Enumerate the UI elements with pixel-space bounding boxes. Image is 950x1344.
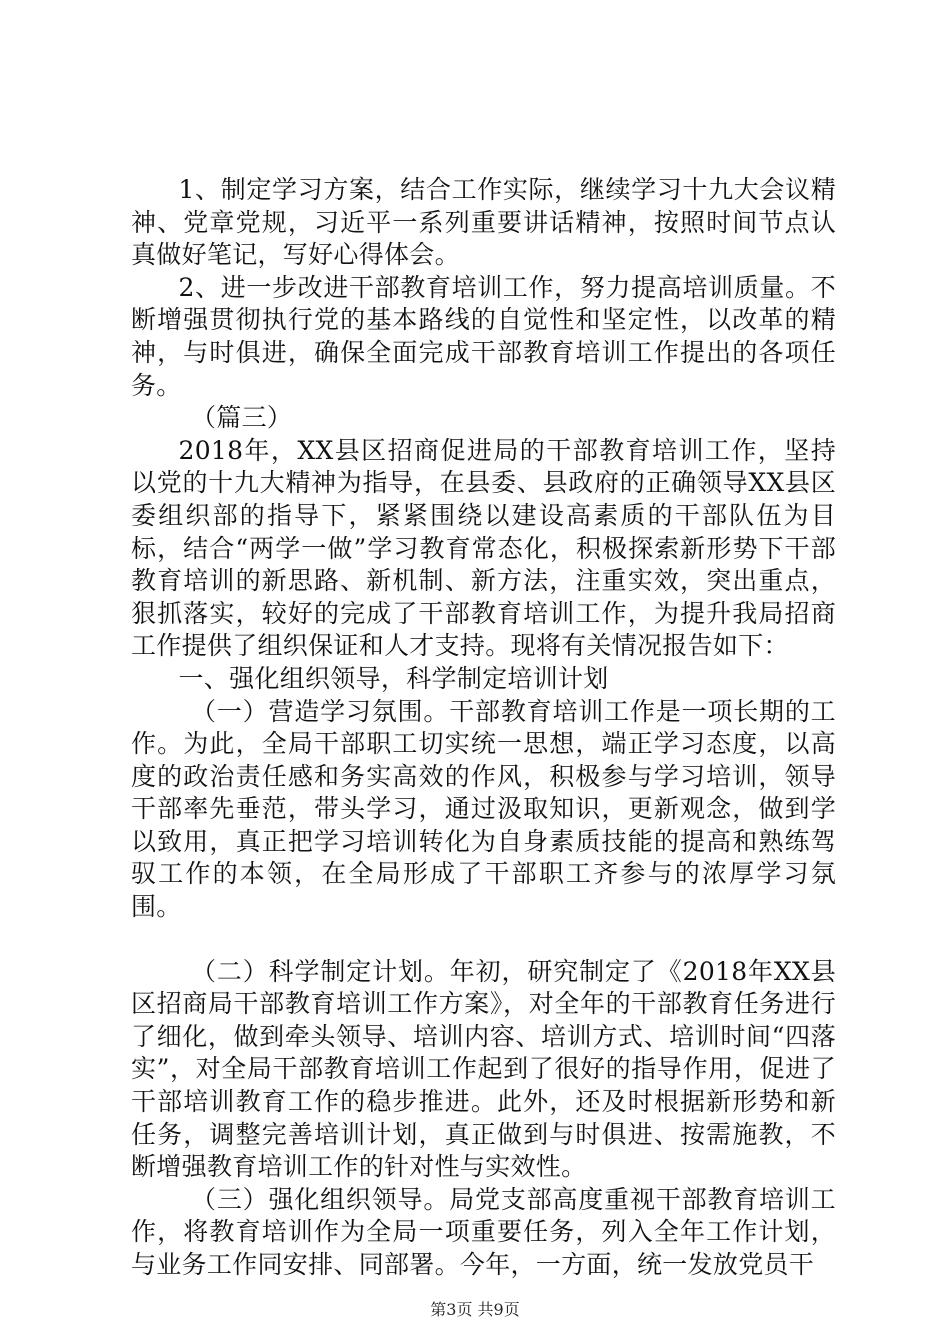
- paragraph-item-2: 2、进一步改进干部教育培训工作，努力提高培训质量。不断增强贯彻执行党的基本路线的自觉性和坚定性，以改革的精神，与时俱进，确保全面完成干部教育培训工作提出的各项任务。: [131, 272, 836, 400]
- section-heading-part-three: （篇三）: [191, 403, 293, 433]
- paragraph-subsection-1: （一）营造学习氛围。干部教育培训工作是一项长期的工作。为此，全局干部职工切实统一思想，端正学习态度，以高度的政治责任感和务实高效的作风，积极参与学习培训，领导干部率先垂范，带头学习，通过汲取知识，更新观念，做到学以致用，真正把学习培训转化为自身素质技能的提高和熟练驾驭工作的本领，在全局形成了干部职工齐参与的浓厚学习氛围。: [131, 696, 836, 922]
- paragraph-subsection-3: （三）强化组织领导。局党支部高度重视干部教育培训工作，将教育培训作为全局一项重要任务，列入全年工作计划，与业务工作同安排、同部署。今年，一方面，统一发放党员干: [131, 1184, 836, 1279]
- paragraph-intro: 2018年，XX县区招商促进局的干部教育培训工作，坚持以党的十九大精神为指导，在县委、县政府的正确领导XX县区委组织部的指导下，紧紧围绕以建设高素质的干部队伍为目标，结合“两学一做”学习教育常态化，积极探索新形势下干部教育培训的新思路、新机制、新方法，注重实效，突出重点，狠抓落实，较好的完成了干部教育培训工作，为提升我局招商工作提供了组织保证和人才支持。现将有关情况报告如下：: [131, 435, 836, 661]
- section-heading-one: 一、强化组织领导，科学制定培训计划: [178, 663, 609, 693]
- paragraph-item-1: 1、制定学习方案，结合工作实际，继续学习十九大会议精神、党章党规，习近平一系列重要讲话精神，按照时间节点认真做好笔记，写好心得体会。: [131, 175, 836, 270]
- paragraph-subsection-2: （二）科学制定计划。年初，研究制定了《2018年XX县区招商局干部教育培训工作方案》，对全年的干部教育任务进行了细化，做到牵头领导、培训内容、培训方式、培训时间“四落实”，对全局干部教育培训工作起到了很好的指导作用，促进了干部培训教育工作的稳步推进。此外，还及时根据新形势和新任务，调整完善培训计划，真正做到与时俱进、按需施教，不断增强教育培训工作的针对性与实效性。: [131, 956, 836, 1182]
- document-body: [131, 174, 836, 1282]
- page-number-footer: 第3页 共9页: [430, 1300, 520, 1319]
